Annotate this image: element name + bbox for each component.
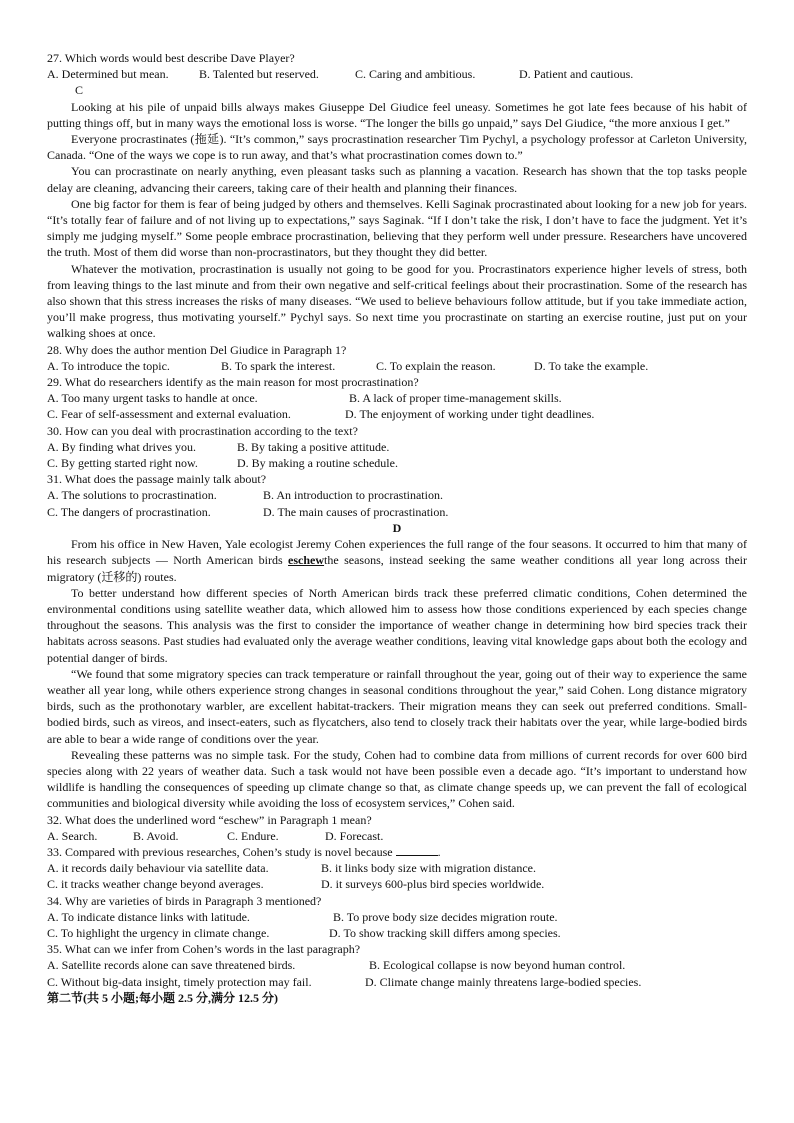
q33-option-b[interactable]: B. it links body size with migration distance. <box>321 861 536 876</box>
question-35-options-row-1 <box>47 957 747 973</box>
question-30-options-row-1 <box>47 439 747 455</box>
q30-option-a[interactable]: A. By finding what drives you. <box>47 439 196 454</box>
q33-option-a[interactable]: A. it records daily behaviour via satellite data. <box>47 861 269 876</box>
question-34-options-row-2 <box>47 925 747 941</box>
passage-d-paragraph-3: “We found that some migratory species can track temperature or rainfall throughout the year, going out of their way to experience the same weather all year long, while others experience strong changes in seasonal conditions throughout the year,” said Cohen. Long distance migratory birds, such as the prothonotary warbler, are excellent habitat-trackers. Their migration means they can seek out preferred conditions. Small-bodied birds, such as vireos, and insect-eaters, such as flycatchers, also tend to closely track their habitats over the year, while large-bodied birds are able to bear a wide range of conditions over the year. <box>47 666 747 746</box>
question-33-stem-text: 33. Compared with previous researches, Cohen’s study is novel because <box>47 844 393 859</box>
section-d-label: D <box>392 520 402 535</box>
question-31-options-row-1 <box>47 487 747 503</box>
q29-option-c[interactable]: C. Fear of self-assessment and external evaluation. <box>47 407 291 422</box>
q35-option-a[interactable]: A. Satellite records alone can save threatened birds. <box>47 958 296 973</box>
q32-option-d[interactable]: D. Forecast. <box>325 828 384 843</box>
passage-d-p1-before: From his office in New Haven, Yale ecologist Jeremy Cohen experiences the full range of the four seasons. It occurred to him that many of his research subjects — North American birds <box>47 537 747 568</box>
q28-option-d[interactable]: D. To take the example. <box>534 358 649 373</box>
passage-d-paragraph-4: Revealing these patterns was no simple task. For the study, Cohen had to combine data from millions of current records for over 600 bird species along with 22 years of weather data. Such a task would not have been possible even a decade ago. “It’s important to understand how wildlife is handling the consequences of speeding up climate change so that, as climate change speeds up, we can prevent the fall of ecological communities and biological diversity while avoiding the loss of ecosystem services,” Cohen said. <box>47 747 747 811</box>
question-33-options-row-1 <box>47 860 747 876</box>
q34-option-d[interactable]: D. To show tracking skill differs among species. <box>329 925 561 940</box>
q30-option-b[interactable]: B. By taking a positive attitude. <box>237 439 390 454</box>
q34-option-b[interactable]: B. To prove body size decides migration route. <box>333 909 558 924</box>
question-28-stem: 28. Why does the author mention Del Giudice in Paragraph 1? <box>47 342 347 357</box>
q28-option-a[interactable]: A. To introduce the topic. <box>47 358 170 373</box>
q35-option-c[interactable]: C. Without big-data insight, timely protection may fail. <box>47 974 312 989</box>
answer-blank <box>396 844 438 856</box>
q29-option-d[interactable]: D. The enjoyment of working under tight deadlines. <box>345 407 595 422</box>
question-33-stem: 33. Compared with previous researches, Cohen’s study is novel because . <box>47 844 441 859</box>
passage-c-paragraph-4: One big factor for them is fear of being judged by others and themselves. Kelli Saginak procrastinated about looking for a new job for years. “It’s totally fear of failure and of not living up to expectations,” says Saginak. “If I don’t take the risk, I don’t have to face the judgment. Yet it’s simply me judging myself.” Some people embrace procrastination, believing that they perform well under pressure. Researchers have uncovered the truth. Most of them did worse than non-procrastinators, but they thought they did better. <box>47 196 747 260</box>
q32-option-b[interactable]: B. Avoid. <box>133 828 179 843</box>
q33-option-d[interactable]: D. it surveys 600-plus bird species worldwide. <box>321 877 545 892</box>
q35-option-d[interactable]: D. Climate change mainly threatens large-bodied species. <box>365 974 642 989</box>
question-32-options <box>47 828 747 844</box>
question-30-options-row-2 <box>47 455 747 471</box>
question-34-options-row-1 <box>47 909 747 925</box>
exam-page <box>47 50 747 1006</box>
q27-option-d[interactable]: D. Patient and cautious. <box>519 67 634 82</box>
q28-option-c[interactable]: C. To explain the reason. <box>376 358 496 373</box>
q27-option-c[interactable]: C. Caring and ambitious. <box>355 67 476 82</box>
question-33-options-row-2 <box>47 876 747 892</box>
passage-c-paragraph-1: Looking at his pile of unpaid bills always makes Giuseppe Del Giudice feel uneasy. Sometimes he got late fees because of his habit of putting things off, but in many ways the emotional loss is worse. “The longer the bills go unpaid,” says Del Giudice, “the more anxious I get.” <box>47 99 747 130</box>
q31-option-d[interactable]: D. The main causes of procrastination. <box>263 504 449 519</box>
q29-option-a[interactable]: A. Too many urgent tasks to handle at once. <box>47 391 258 406</box>
passage-c-paragraph-2: Everyone procrastinates (拖延). “It’s common,” says procrastination researcher Tim Pychyl, a psychology professor at Carleton University, Canada. “One of the ways we cope is to run away, and that’s what procrastination comes down to.” <box>47 132 747 163</box>
underlined-word-eschew: eschew <box>288 553 325 568</box>
question-31-stem: 31. What does the passage mainly talk about? <box>47 472 267 487</box>
q32-option-c[interactable]: C. Endure. <box>227 828 279 843</box>
q33-option-c[interactable]: C. it tracks weather change beyond averages. <box>47 877 264 892</box>
question-27-options <box>47 66 747 82</box>
q27-option-a[interactable]: A. Determined but mean. <box>47 67 169 82</box>
question-35-stem: 35. What can we infer from Cohen’s words in the last paragraph? <box>47 942 361 957</box>
passage-d-paragraph-1 <box>47 536 747 585</box>
passage-c-paragraph-5: Whatever the motivation, procrastination is usually not going to be good for you. Procrastinators experience higher levels of stress, both from leaving things to the last minute and from their own negative and self-critical feelings about their procrastination. Some of the research has also shown that this stress increases the risks of many diseases. “We used to believe behaviours follow attitude, but if you take immediate action, you’ll make progress, thus motivating yourself.” Pychyl says. So next time you procrastinate on starting an exercise routine, just put on your walking shoes at once. <box>47 261 747 341</box>
q31-option-c[interactable]: C. The dangers of procrastination. <box>47 504 211 519</box>
question-27-stem: 27. Which words would best describe Dave Player? <box>47 51 295 65</box>
q30-option-c[interactable]: C. By getting started right now. <box>47 456 198 471</box>
q30-option-d[interactable]: D. By making a routine schedule. <box>237 456 398 471</box>
q29-option-b[interactable]: B. A lack of proper time-management skills. <box>349 391 562 406</box>
question-29-options-row-1 <box>47 390 747 406</box>
question-34-stem: 34. Why are varieties of birds in Paragraph 3 mentioned? <box>47 893 322 908</box>
section-two-heading: 第二节(共 5 小题;每小题 2.5 分,满分 12.5 分) <box>47 990 278 1005</box>
question-31-options-row-2 <box>47 504 747 520</box>
question-32-stem: 32. What does the underlined word “eschew” in Paragraph 1 mean? <box>47 812 372 827</box>
section-c-label: C <box>75 83 84 98</box>
q34-option-a[interactable]: A. To indicate distance links with latitude. <box>47 909 250 924</box>
question-29-stem: 29. What do researchers identify as the main reason for most procrastination? <box>47 375 419 390</box>
passage-d-p1-after: the seasons, instead seeking the same weather conditions all year long across their migratory (迁移的) routes. <box>47 553 747 584</box>
passage-d-paragraph-2: To better understand how different species of North American birds track these preferred climatic conditions, Cohen determined the environmental conditions using satellite weather data, which allowed him to assess how those conditions experienced by each species change throughout the seasons. This analysis was the first to consider the importance of weather change in determining how bird species track their habitats across seasons. Past studies had evaluated only the average weather conditions, leaving vital knowledge gaps about both the ecology and potential danger of birds. <box>47 585 747 665</box>
question-35-options-row-2 <box>47 974 747 990</box>
q28-option-b[interactable]: B. To spark the interest. <box>221 358 336 373</box>
q35-option-b[interactable]: B. Ecological collapse is now beyond human control. <box>369 958 626 973</box>
q27-option-b[interactable]: B. Talented but reserved. <box>199 67 319 82</box>
passage-c-paragraph-3: You can procrastinate on nearly anything, even pleasant tasks such as planning a vacation. Research has shown that the top tasks people delay are cleaning, advancing their careers, taking care of their health and planning their finances. <box>47 164 747 195</box>
q32-option-a[interactable]: A. Search. <box>47 828 98 843</box>
q31-option-a[interactable]: A. The solutions to procrastination. <box>47 488 217 503</box>
question-29-options-row-2 <box>47 406 747 422</box>
q34-option-c[interactable]: C. To highlight the urgency in climate change. <box>47 925 270 940</box>
question-30-stem: 30. How can you deal with procrastination according to the text? <box>47 423 358 438</box>
q31-option-b[interactable]: B. An introduction to procrastination. <box>263 488 443 503</box>
question-28-options <box>47 358 747 374</box>
